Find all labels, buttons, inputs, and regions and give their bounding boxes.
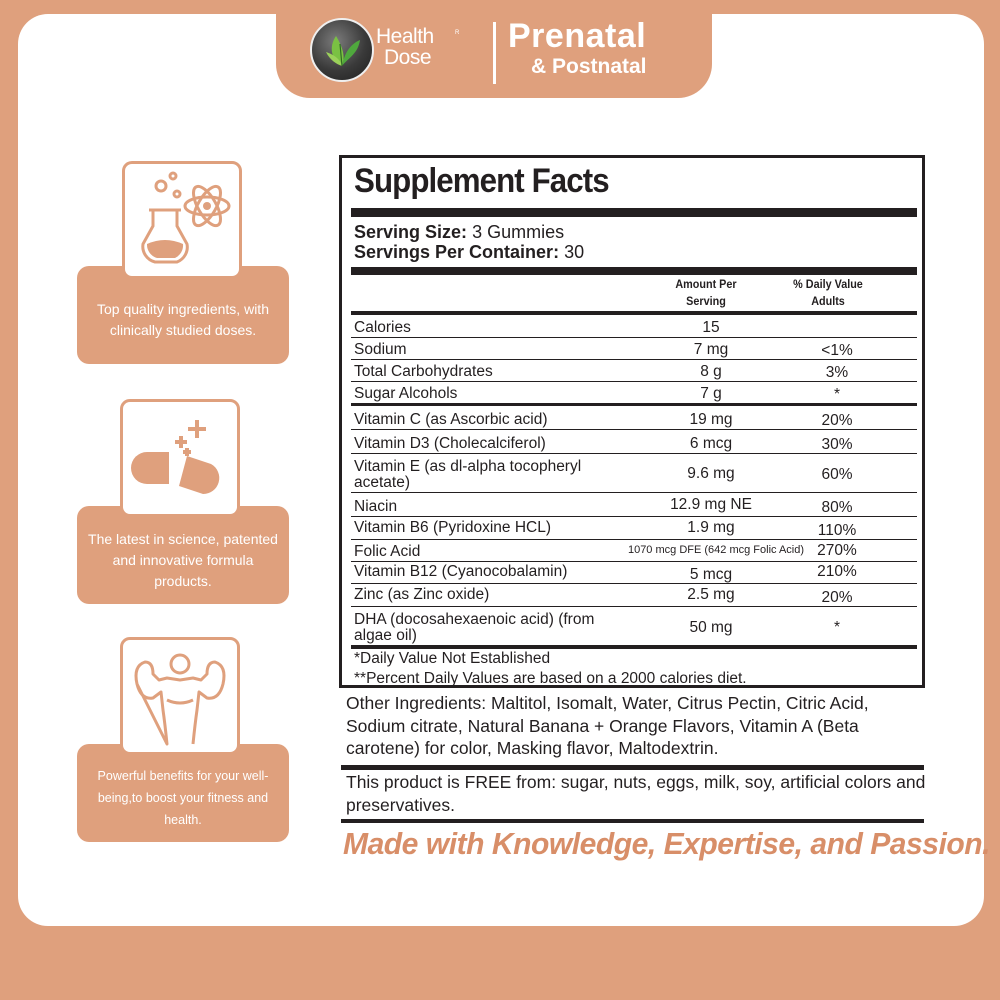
tagline: Made with Knowledge, Expertise, and Passion. [343, 826, 991, 861]
serving-size-label: Serving Size: [354, 222, 468, 242]
nutrient-daily-value: 20% [821, 589, 853, 606]
table-row [351, 562, 917, 584]
table-row [351, 406, 917, 430]
nutrient-amount: 8 g [700, 363, 722, 380]
servings-per-container [354, 242, 584, 263]
facts-thick-bar-mid [351, 267, 917, 275]
nutrient-daily-value: 270% [817, 542, 857, 559]
table-row [351, 493, 917, 517]
column-header-dv-line1: % Daily Value [793, 277, 863, 291]
trademark-mark: R [455, 30, 460, 36]
lab-flask-atom-icon [125, 164, 239, 276]
nutrient-amount: 50 mg [689, 619, 733, 636]
brand-name-line1: Health [376, 25, 434, 48]
table-row [351, 315, 917, 338]
column-header-dv-line2: Adults [811, 294, 845, 308]
nutrient-daily-value: 3% [825, 364, 849, 381]
servings-per-container-label: Servings Per Container: [354, 242, 560, 262]
nutrient-daily-value: 210% [817, 563, 857, 580]
supplement-facts-panel [339, 155, 925, 688]
serving-size-value: 3 Gummies [472, 222, 565, 242]
nutrient-amount: 5 mcg [689, 566, 733, 583]
feature-caption-3: Powerful benefits for your well-being,to boost your fitness and health. [77, 744, 289, 842]
nutrient-name: Total Carbohydrates [354, 363, 493, 380]
nutrient-amount: 12.9 mg NE [670, 496, 752, 513]
feature-caption-1: Top quality ingredients, with clinically studied doses. [77, 266, 289, 364]
nutrient-amount: 1.9 mg [687, 519, 735, 536]
feature-caption-2: The latest in science, patented and innovative formula products. [77, 506, 289, 604]
nutrient-name: DHA (docosahexaenoic acid) (from algae oil) [354, 611, 595, 644]
nutrient-amount: 19 mg [689, 411, 733, 428]
nutrient-name: Vitamin E (as dl-alpha tocopheryl acetate) [354, 458, 582, 491]
column-header-daily-value [774, 276, 882, 310]
nutrient-name: Vitamin B12 (Cyanocobalamin) [354, 563, 568, 580]
nutrient-daily-value: 110% [817, 522, 857, 539]
nutrient-name: Folic Acid [354, 543, 421, 560]
section-rule-1 [341, 765, 924, 770]
table-row [351, 338, 917, 360]
nutrient-name: Sodium [354, 341, 407, 358]
facts-thick-bar-top [351, 208, 917, 217]
servings-per-container-value: 30 [564, 242, 585, 262]
serving-size [354, 222, 564, 243]
nutrient-name: Zinc (as Zinc oxide) [354, 586, 490, 603]
column-header-amount-line2: Serving [686, 294, 726, 308]
nutrient-amount: 9.6 mg [687, 465, 735, 482]
other-ingredients: Other Ingredients: Maltitol, Isomalt, Water, Citrus Pectin, Citric Acid, Sodium citrate, Natural Banana + Orange Flavors, Vitamin A (Beta carotene) for color, Masking flavor, Maltodextrin. [346, 693, 869, 758]
table-row [351, 454, 917, 493]
product-subtitle: & Postnatal [531, 55, 647, 78]
nutrient-daily-value: * [833, 386, 841, 403]
nutrient-amount: 7 mg [693, 341, 729, 358]
nutrient-name: Vitamin D3 (Cholecalciferol) [354, 435, 546, 452]
nutrient-daily-value: 20% [821, 412, 853, 429]
leaf-logo-icon [318, 26, 366, 74]
footnote-percent-daily-value: **Percent Daily Values are based on a 2000 calories diet. [354, 670, 747, 687]
nutrient-daily-value: * [833, 619, 841, 636]
table-row [351, 382, 917, 406]
section-rule-2 [341, 819, 924, 823]
column-header-amount [652, 276, 760, 310]
nutrient-amount: 7 g [700, 385, 722, 402]
footnote-daily-value: *Daily Value Not Established [354, 650, 551, 667]
nutrient-amount: 1070 mcg DFE (642 mcg Folic Acid) [627, 544, 805, 556]
nutrient-name: Vitamin C (as Ascorbic acid) [354, 411, 548, 428]
capsule-icon [123, 402, 237, 514]
nutrient-daily-value: <1% [821, 342, 853, 359]
table-row [351, 540, 917, 562]
facts-title: Supplement Facts [354, 162, 609, 200]
feature-icon-box-3 [120, 637, 240, 755]
brand-name [376, 26, 434, 68]
nutrient-daily-value: 60% [821, 466, 853, 483]
free-from-statement: This product is FREE from: sugar, nuts, eggs, milk, soy, artificial colors and preservatives. [346, 772, 926, 815]
nutrient-amount: 6 mcg [689, 435, 733, 452]
brand-name-line2: Dose [384, 46, 432, 69]
nutrient-name: Sugar Alcohols [354, 385, 458, 402]
column-header-amount-line1: Amount Per [675, 277, 737, 291]
nutrient-daily-value: 30% [821, 436, 853, 453]
brand-logo [310, 18, 374, 82]
table-row [351, 517, 917, 540]
nutrient-daily-value: 80% [821, 499, 853, 516]
nutrient-name: Calories [354, 319, 411, 336]
nutrient-amount: 2.5 mg [687, 586, 735, 603]
nutrient-amount: 15 [702, 319, 720, 336]
table-row [351, 430, 917, 454]
header-divider [493, 22, 496, 84]
product-title: Prenatal [508, 17, 647, 55]
table-row [351, 360, 917, 382]
nutrient-name: Vitamin B6 (Pyridoxine HCL) [354, 519, 551, 536]
feature-icon-box-1 [122, 161, 242, 279]
nutrient-name: Niacin [354, 498, 398, 515]
table-row [351, 607, 917, 649]
feature-icon-box-2 [120, 399, 240, 517]
strong-man-icon [123, 640, 237, 752]
table-row [351, 584, 917, 607]
